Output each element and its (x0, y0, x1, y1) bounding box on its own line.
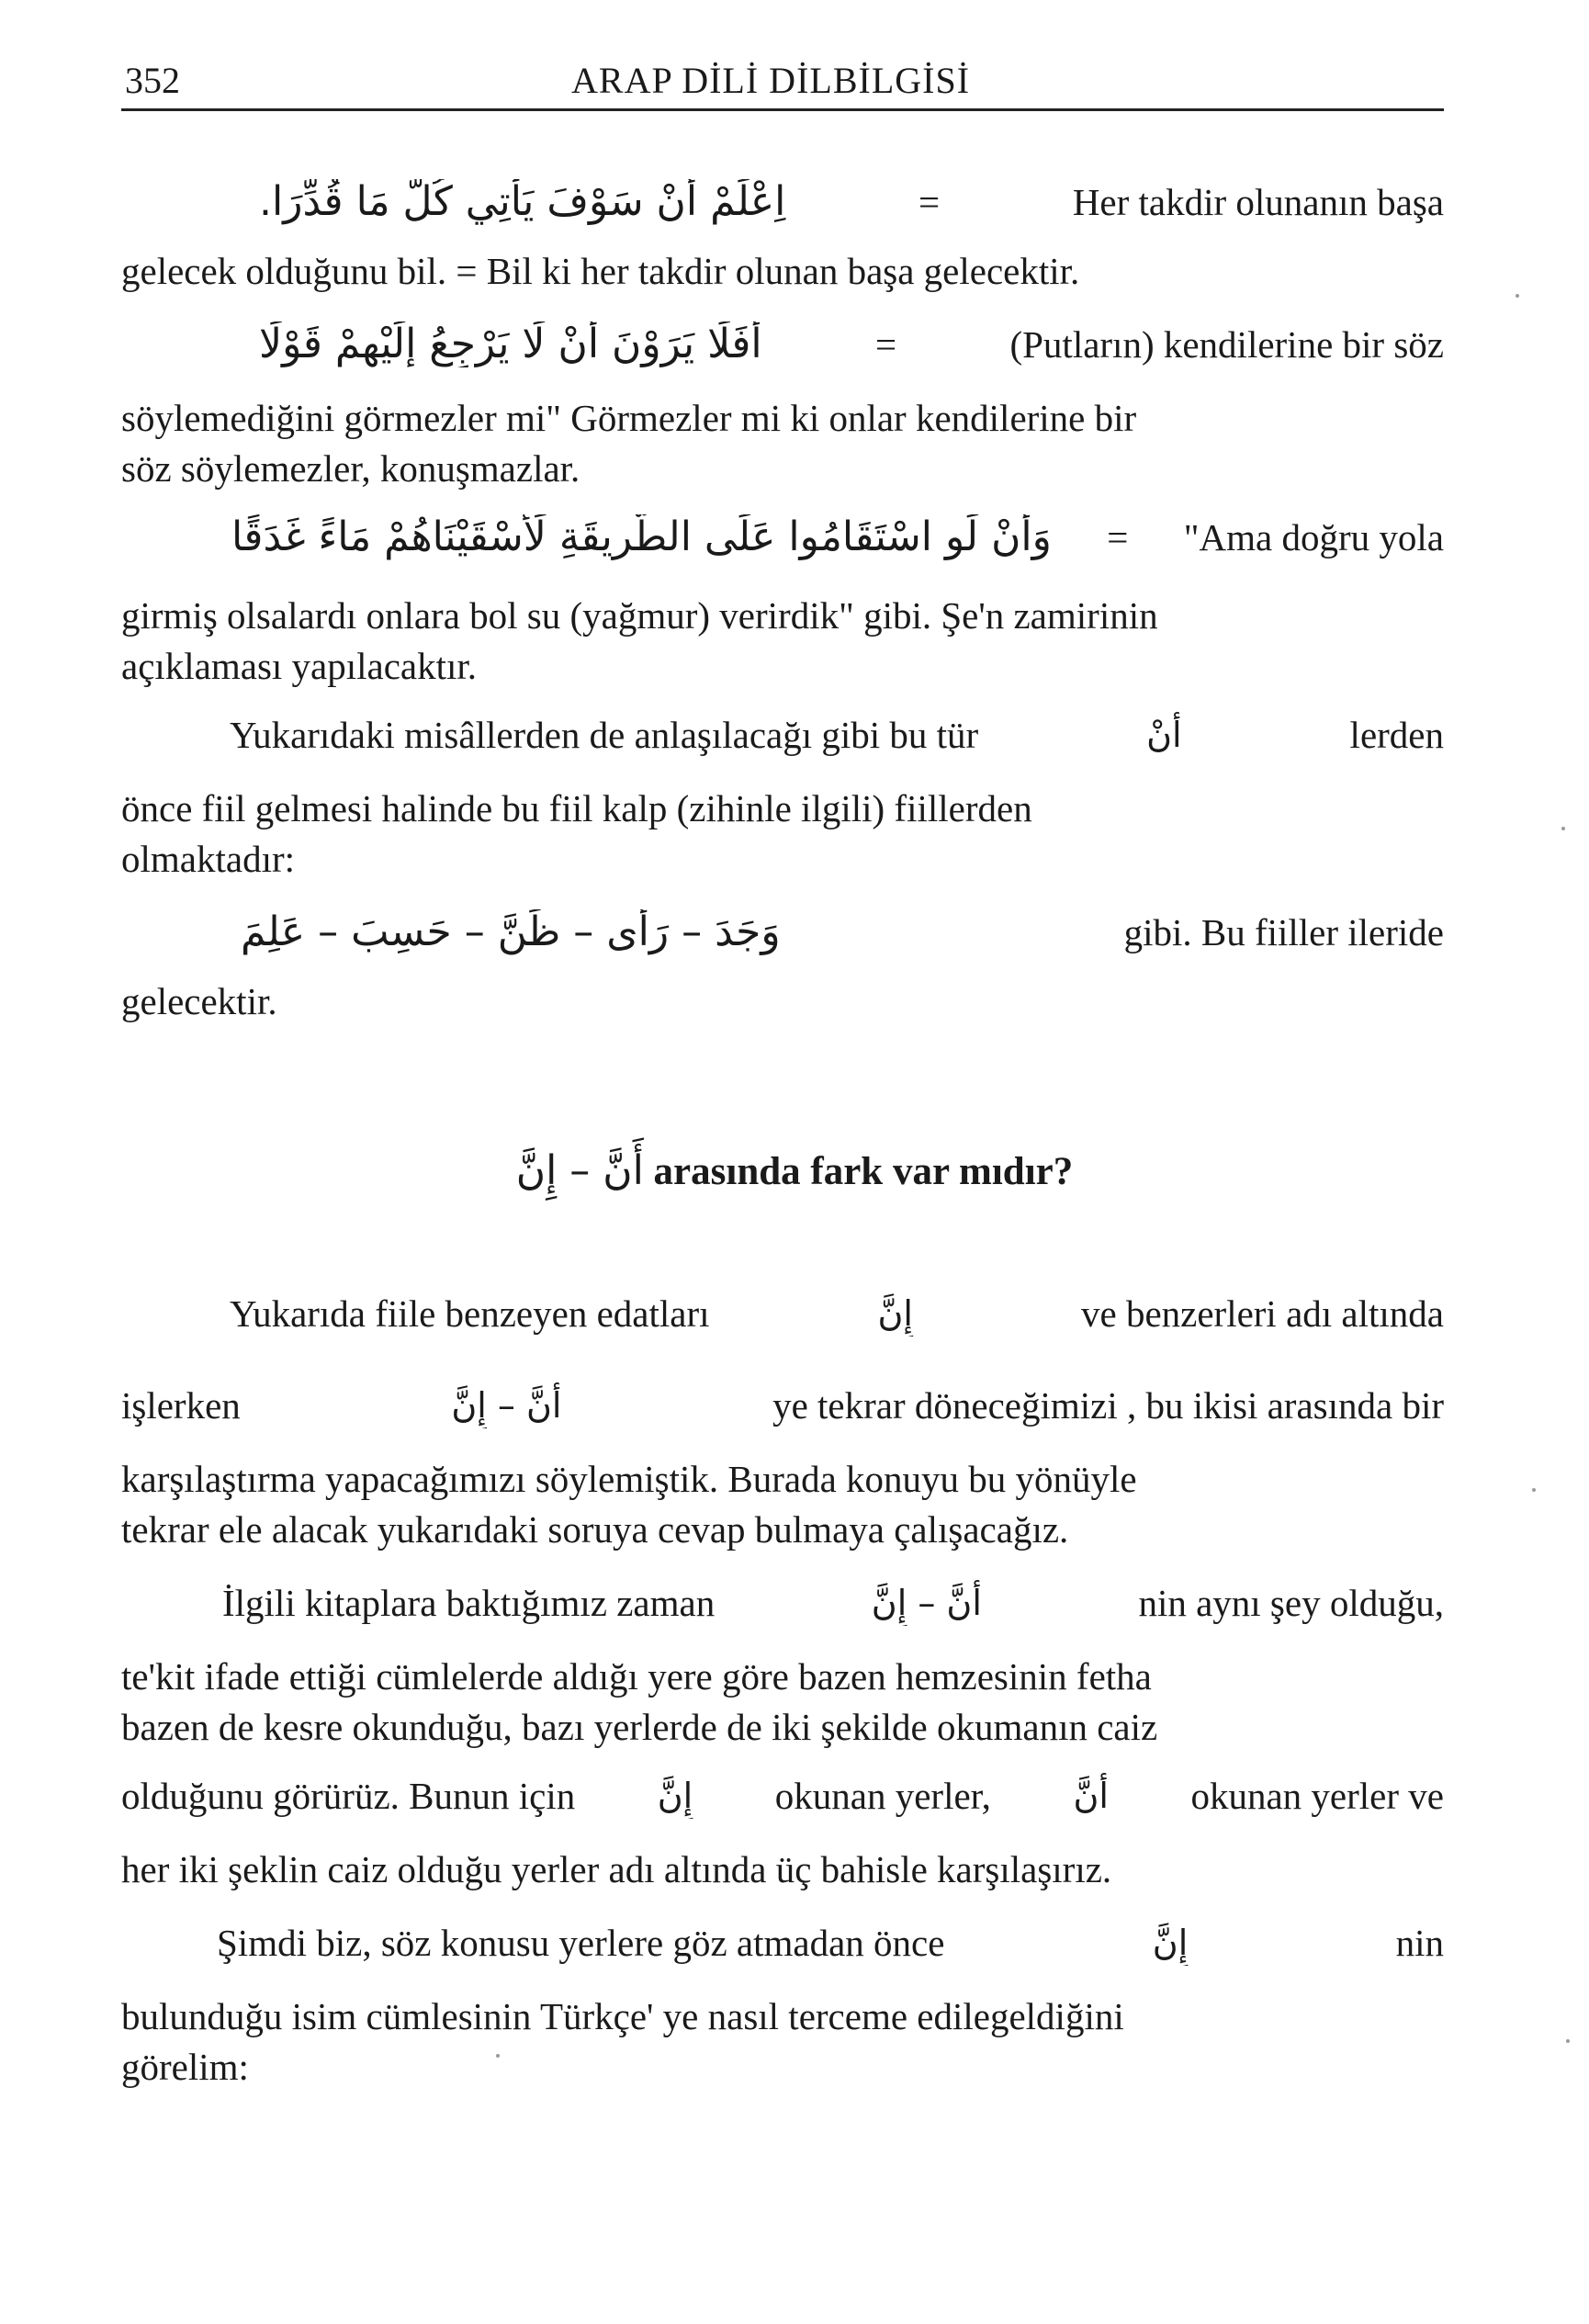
arabic-pair: أَنَّ – إِنَّ (871, 1583, 982, 1623)
text-line-5: söz söylemezler, konuşmazlar. (121, 447, 580, 490)
translation-2: (Putların) kendilerine bir söz (1009, 323, 1444, 366)
text-line-3 (121, 322, 1444, 367)
paragraph-line-8 (121, 1773, 1444, 1819)
page-number: 352 (125, 60, 180, 101)
arabic-example-1: اِعْلَمْ أَنْ سَوْفَ يَأْتِي كُلُّ مَا قُدِّرَا. (259, 179, 786, 225)
paragraph-line-12: görelim: (121, 2046, 249, 2088)
paragraph-line-7: bazen de kesre okunduğu, bazı yerlerde de iki şekilde okumanın caiz (121, 1706, 1158, 1748)
arabic-particle: أَنْ (1146, 715, 1182, 755)
text-fragment: olduğunu görürüz. Bunun için (121, 1775, 576, 1817)
equals-sign: = (918, 181, 941, 223)
arabic-example-3: وَأَنْ لَوِ اسْتَقَامُوا عَلَى الطَّرِيقَةِ لَأَسْقَيْنَاهُمْ مَاءً غَدَقًا (231, 514, 1052, 560)
text-line-11: olmaktadır: (121, 838, 296, 880)
equals-sign: = (874, 323, 897, 366)
text-fragment: Şimdi biz, söz konusu yerlere göz atmadan önce (217, 1922, 945, 1964)
text-fragment: ye tekrar döneceğimizi , bu ikisi arasında bir (772, 1384, 1444, 1427)
text-line-12 (121, 909, 1444, 955)
text-fragment: önce fiil gelmesi halinde bu fiil kalp (zihinle ilgili) fiillerden (121, 787, 1032, 829)
text-fragment: İlgili kitaplara baktığımız zaman (222, 1582, 716, 1624)
paragraph-line-3: karşılaştırma yapacağımızı söylemiştik. Burada konuyu bu yönüyle (121, 1458, 1137, 1500)
paragraph-line-6: te'kit ifade ettiği cümlelerde aldığı yere göre bazen hemzesinin fetha (121, 1655, 1152, 1698)
section-heading (0, 1144, 1589, 1199)
text-line-1 (121, 179, 1444, 225)
translation-1: Her takdir olunanın başa (1072, 181, 1444, 223)
page-header (121, 55, 1444, 111)
arabic-particle: إِنَّ (657, 1776, 693, 1816)
paragraph-line-9: her iki şeklin caiz olduğu yerler adı altında üç bahisle karşılaşırız. (121, 1848, 1112, 1890)
text-line-4: söylemediğini görmezler mi" Görmezler mi ki onlar kendilerine bir (121, 397, 1137, 439)
paragraph-line-11: bulunduğu isim cümlesinin Türkçe' ye nasıl terceme edilegeldiğini (121, 1995, 1124, 2037)
arabic-particle: إِنَّ (1152, 1923, 1189, 1963)
text-fragment: lerden (1349, 714, 1444, 756)
scan-speck (496, 2054, 500, 2058)
text-fragment: nin aynı şey olduğu, (1138, 1582, 1444, 1624)
text-fragment: okunan yerler ve (1190, 1775, 1444, 1817)
scan-speck (1561, 827, 1565, 830)
text-fragment: Yukarıdaki misâllerden de anlaşılacağı gibi bu tür (230, 714, 979, 756)
arabic-particle: إِنَّ (877, 1293, 913, 1334)
text-fragment: işlerken (121, 1384, 241, 1427)
text-line-9 (121, 712, 1444, 758)
translation-4: gibi. Bu fiiller ileride (1123, 911, 1444, 953)
translation-3: "Ama doğru yola (1183, 516, 1444, 558)
arabic-example-2: أَفَلَا يَرَوْنَ أَنْ لَا يَرْجِعُ إِلَيْهِمْ قَوْلًا (259, 322, 762, 367)
text-fragment: nin (1395, 1922, 1444, 1964)
text-fragment: ve benzerleri adı altında (1081, 1292, 1444, 1335)
text-line-6 (121, 514, 1444, 560)
paragraph-line-2 (121, 1382, 1444, 1428)
heading-text: arasında fark var mıdır? (653, 1150, 1074, 1193)
scan-speck (1532, 1488, 1536, 1492)
paragraph-line-1 (121, 1291, 1444, 1337)
text-line-8: açıklaması yapılacaktır. (121, 645, 478, 687)
text-line-2: gelecek olduğunu bil. = Bil ki her takdir olunan başa gelecektir. (121, 250, 1080, 292)
text-fragment: Yukarıda fiile benzeyen edatları (230, 1292, 710, 1335)
text-line-10 (121, 785, 1444, 831)
paragraph-line-4: tekrar ele alacak yukarıdaki soruya cevap bulmaya çalışacağız. (121, 1508, 1069, 1551)
text-fragment: okunan yerler, (774, 1775, 991, 1817)
heading-arabic: أَنَّ – إِنَّ (515, 1147, 644, 1194)
text-line-13: gelecektir. (121, 980, 277, 1022)
scan-speck (1516, 294, 1519, 298)
arabic-verb-list: وَجَدَ – رَأَى – ظَنَّ – حَسِبَ – عَلِمَ (241, 909, 781, 955)
running-title: ARAP DİLİ DİLBİLGİSİ (571, 60, 971, 101)
paragraph-line-10 (121, 1920, 1444, 1966)
text-line-7: girmiş olsalardı onlara bol su (yağmur) verirdik" gibi. Şe'n zamirinin (121, 594, 1158, 637)
equals-sign: = (1107, 516, 1129, 558)
paragraph-line-5 (121, 1580, 1444, 1626)
arabic-pair: أَنَّ – إِنَّ (451, 1385, 562, 1426)
scan-speck (1566, 2039, 1570, 2043)
arabic-particle: أَنَّ (1073, 1776, 1109, 1816)
